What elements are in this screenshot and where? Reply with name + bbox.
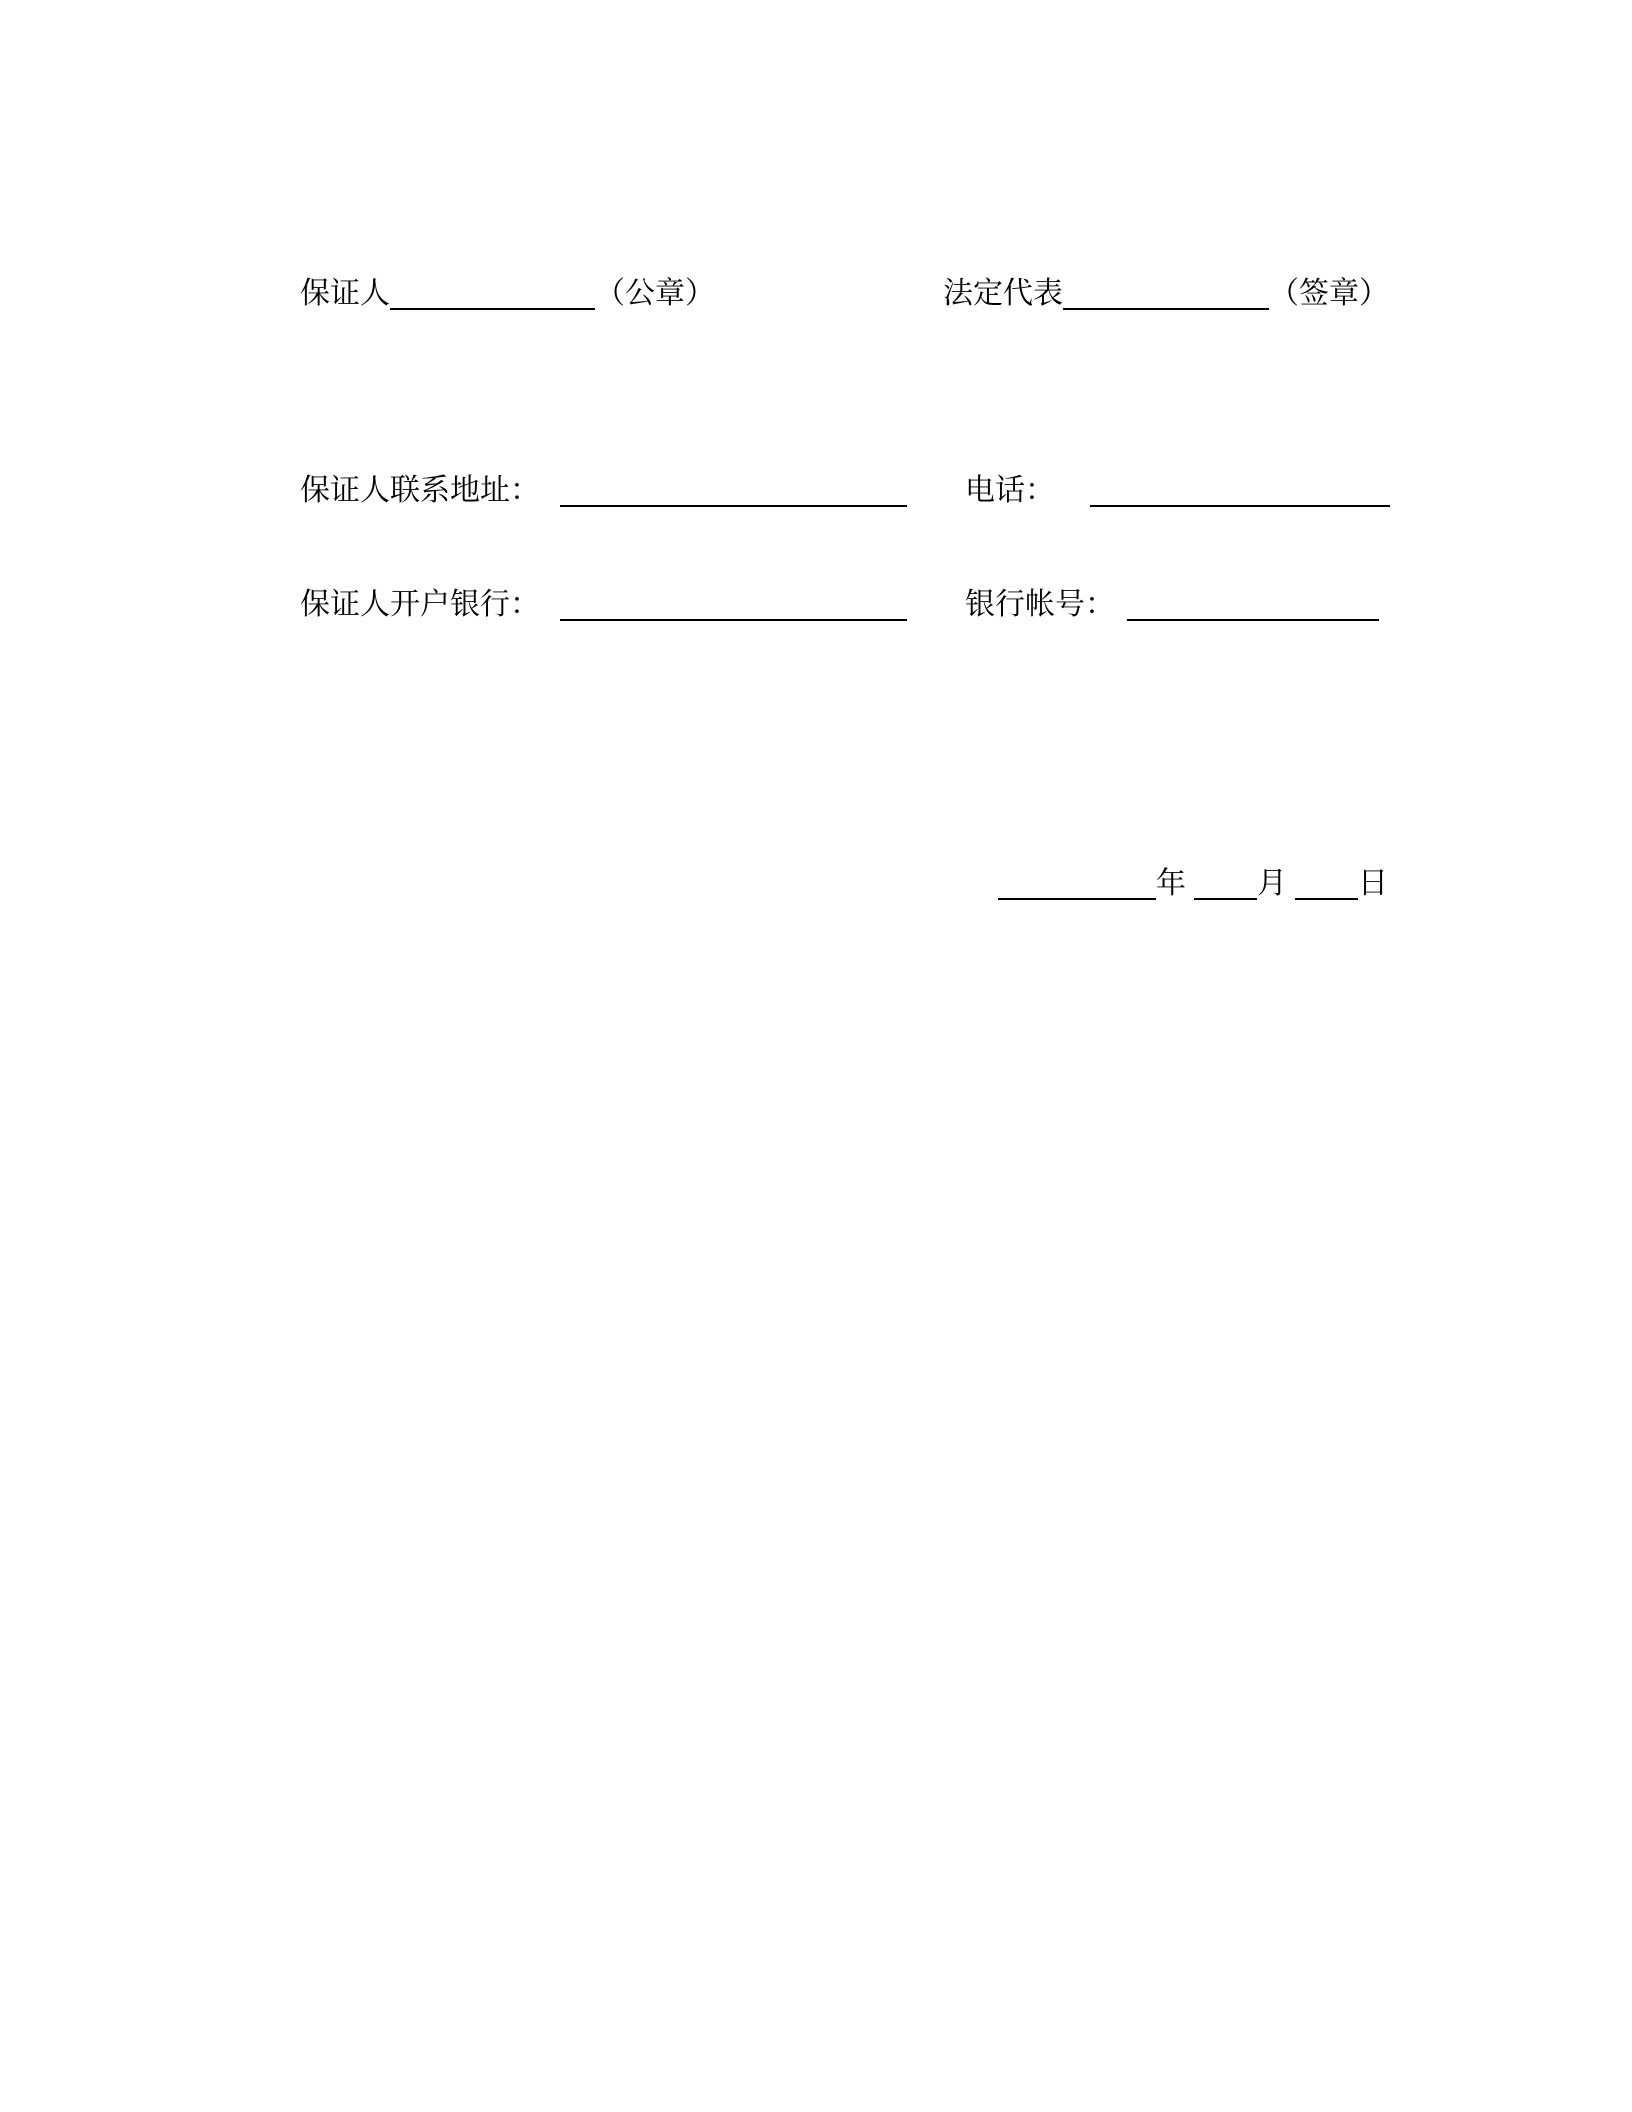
month-blank[interactable]: [1194, 860, 1257, 900]
phone-blank[interactable]: [1090, 467, 1390, 507]
guarantor-seal-line: [300, 270, 715, 314]
legal-rep-label: 法定代表: [943, 276, 1063, 311]
address-blank[interactable]: [560, 467, 907, 507]
date-line: [998, 860, 1388, 904]
address-line: [300, 467, 907, 511]
day-blank[interactable]: [1295, 860, 1358, 900]
legal-rep-blank[interactable]: [1063, 270, 1269, 310]
legal-rep-line: [943, 270, 1389, 314]
month-label: 月: [1257, 866, 1287, 901]
legal-rep-seal-note: （签章）: [1269, 276, 1389, 311]
address-label: 保证人联系地址：: [300, 473, 540, 508]
guarantor-blank[interactable]: [390, 270, 595, 310]
year-label: 年: [1156, 866, 1186, 901]
account-label: 银行帐号：: [965, 587, 1115, 622]
phone-line: [965, 467, 1390, 511]
account-line: [965, 581, 1379, 625]
guarantor-label: 保证人: [300, 276, 390, 311]
guarantor-seal-note: （公章）: [595, 276, 715, 311]
bank-line: [300, 581, 907, 625]
day-label: 日: [1358, 866, 1388, 901]
phone-label: 电话：: [965, 473, 1055, 508]
account-blank[interactable]: [1127, 581, 1379, 621]
year-blank[interactable]: [998, 860, 1156, 900]
bank-blank[interactable]: [560, 581, 907, 621]
bank-label: 保证人开户银行：: [300, 587, 540, 622]
